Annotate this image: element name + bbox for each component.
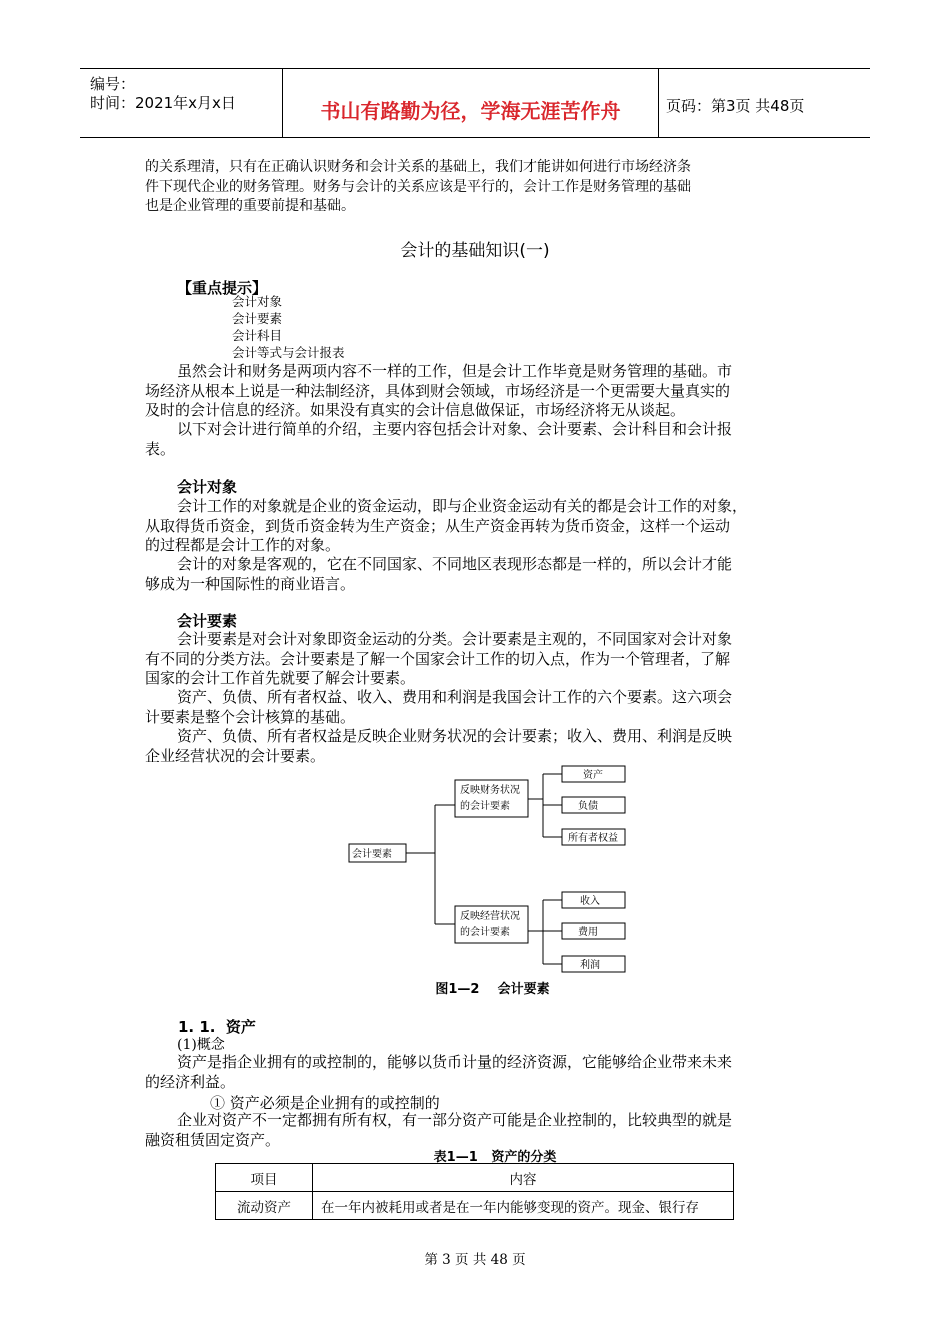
doc-date-label: 时间：2021年x月x日 bbox=[90, 94, 236, 112]
text-line: 场经济从根本上说是一种法制经济，具体到财会领域，市场经济是一个更需要大量真实的 bbox=[145, 381, 731, 400]
key-point-item: 会计对象 bbox=[232, 294, 283, 309]
text-line: 从取得货币资金，到货币资金转为生产资金；从生产资金再转为货币资金，这样一个运动 bbox=[145, 516, 731, 535]
diagram-branch-label: 反映经营状况 bbox=[460, 911, 520, 922]
asset-heading: 1. 1. 资产 bbox=[178, 1018, 256, 1036]
table-header-cell: 项目 bbox=[216, 1164, 313, 1192]
diagram-leaf-label: 利润 bbox=[580, 960, 600, 971]
asset-point: ① 资产必须是企业拥有的或控制的 bbox=[210, 1094, 440, 1112]
paragraph bbox=[145, 1053, 807, 1092]
subsection-heading: 会计对象 bbox=[177, 478, 238, 496]
header-page-info: 页码：第3页 共48页 bbox=[666, 97, 805, 115]
text-line: 的过程都是会计工作的对象。 bbox=[145, 536, 341, 554]
table-cell: 流动资产 bbox=[216, 1192, 313, 1220]
diagram-leaf-label: 所有者权益 bbox=[568, 833, 618, 844]
diagram-leaf-label: 资产 bbox=[583, 770, 603, 781]
figure-caption: 图1—2 会计要素 bbox=[435, 982, 550, 997]
subsection-heading: 会计要素 bbox=[177, 612, 238, 630]
diagram-branch-label: 的会计要素 bbox=[460, 801, 510, 812]
diagram-leaf-label: 费用 bbox=[578, 927, 598, 938]
text-line: 资产是指企业拥有的或控制的，能够以货币计量的经济资源，它能够给企业带来未来 bbox=[177, 1053, 733, 1071]
text-line: 的经济利益。 bbox=[145, 1072, 236, 1091]
section-title: 会计的基础知识(一) bbox=[400, 241, 550, 261]
text-line: 够成为一种国际性的商业语言。 bbox=[145, 574, 356, 593]
table-header-cell: 内容 bbox=[313, 1164, 734, 1192]
text-line: 有不同的分类方法。会计要素是了解一个国家会计工作的切入点，作为一个管理者，了解 bbox=[145, 649, 731, 668]
text-line: 及时的会计信息的经济。如果没有真实的会计信息做保证，市场经济将无从谈起。 bbox=[145, 401, 686, 419]
text-line: 融资租赁固定资产。 bbox=[145, 1130, 281, 1149]
text-line: 计要素是整个会计核算的基础。 bbox=[145, 707, 356, 726]
text-line: 的关系理清，只有在正确认识财务和会计关系的基础上，我们才能讲如何进行市场经济条 bbox=[145, 159, 691, 175]
text-line: 会计要素是对会计对象即资金运动的分类。会计要素是主观的，不同国家对会计对象 bbox=[177, 630, 733, 648]
text-line: 企业对资产不一定都拥有所有权，有一部分资产可能是企业控制的，比较典型的就是 bbox=[177, 1111, 733, 1129]
diagram-branch-label: 反映财务状况 bbox=[460, 785, 520, 796]
text-line: 以下对会计进行简单的介绍，主要内容包括会计对象、会计要素、会计科目和会计报 bbox=[177, 420, 733, 438]
text-line: 也是企业管理的重要前提和基础。 bbox=[145, 198, 355, 214]
header-motto: 书山有路勤为径，学海无涯苦作舟 bbox=[320, 99, 621, 123]
key-points-title: 【重点提示】 bbox=[177, 279, 268, 297]
paragraph bbox=[145, 1111, 807, 1150]
text-line: 企业经营状况的会计要素。 bbox=[145, 746, 326, 765]
diagram-branch-label: 的会计要素 bbox=[460, 927, 510, 938]
text-line: 国家的会计工作首先就要了解会计要素。 bbox=[145, 669, 416, 687]
text-line: 会计工作的对象就是企业的资金运动，即与企业资金运动有关的都是会计工作的对象， bbox=[177, 497, 748, 515]
table-row bbox=[216, 1192, 734, 1220]
key-point-item: 会计科目 bbox=[232, 328, 283, 343]
table-cell: 在一年内被耗用或者是在一年内能够变现的资产。现金、银行存 bbox=[313, 1192, 734, 1220]
text-line: 资产、负债、所有者权益、收入、费用和利润是我国会计工作的六个要素。这六项会 bbox=[177, 688, 733, 706]
text-line: 虽然会计和财务是两项内容不一样的工作，但是会计工作毕竟是财务管理的基础。市 bbox=[177, 362, 733, 380]
text-line: 件下现代企业的财务管理。财务与会计的关系应该是平行的，会计工作是财务管理的基础 bbox=[145, 178, 691, 195]
page-footer: 第 3 页 共 48 页 bbox=[424, 1252, 526, 1268]
text-line: 会计的对象是客观的，它在不同国家、不同地区表现形态都是一样的，所以会计才能 bbox=[177, 555, 733, 573]
text-line: 表。 bbox=[145, 439, 176, 458]
doc-number-label: 编号： bbox=[90, 75, 136, 93]
asset-classification-table bbox=[215, 1163, 734, 1220]
concept-label: (1)概念 bbox=[177, 1037, 225, 1053]
key-point-item: 会计等式与会计报表 bbox=[232, 345, 345, 360]
table-header-row bbox=[216, 1164, 734, 1192]
text-line: 资产、负债、所有者权益是反映企业财务状况的会计要素；收入、费用、利润是反映 bbox=[177, 727, 733, 745]
table-caption: 表1—1 资产的分类 bbox=[433, 1150, 557, 1165]
diagram-leaf-label: 收入 bbox=[580, 896, 600, 907]
diagram-leaf-label: 负债 bbox=[578, 801, 598, 812]
key-point-item: 会计要素 bbox=[232, 311, 283, 326]
diagram-root-label: 会计要素 bbox=[352, 849, 392, 860]
